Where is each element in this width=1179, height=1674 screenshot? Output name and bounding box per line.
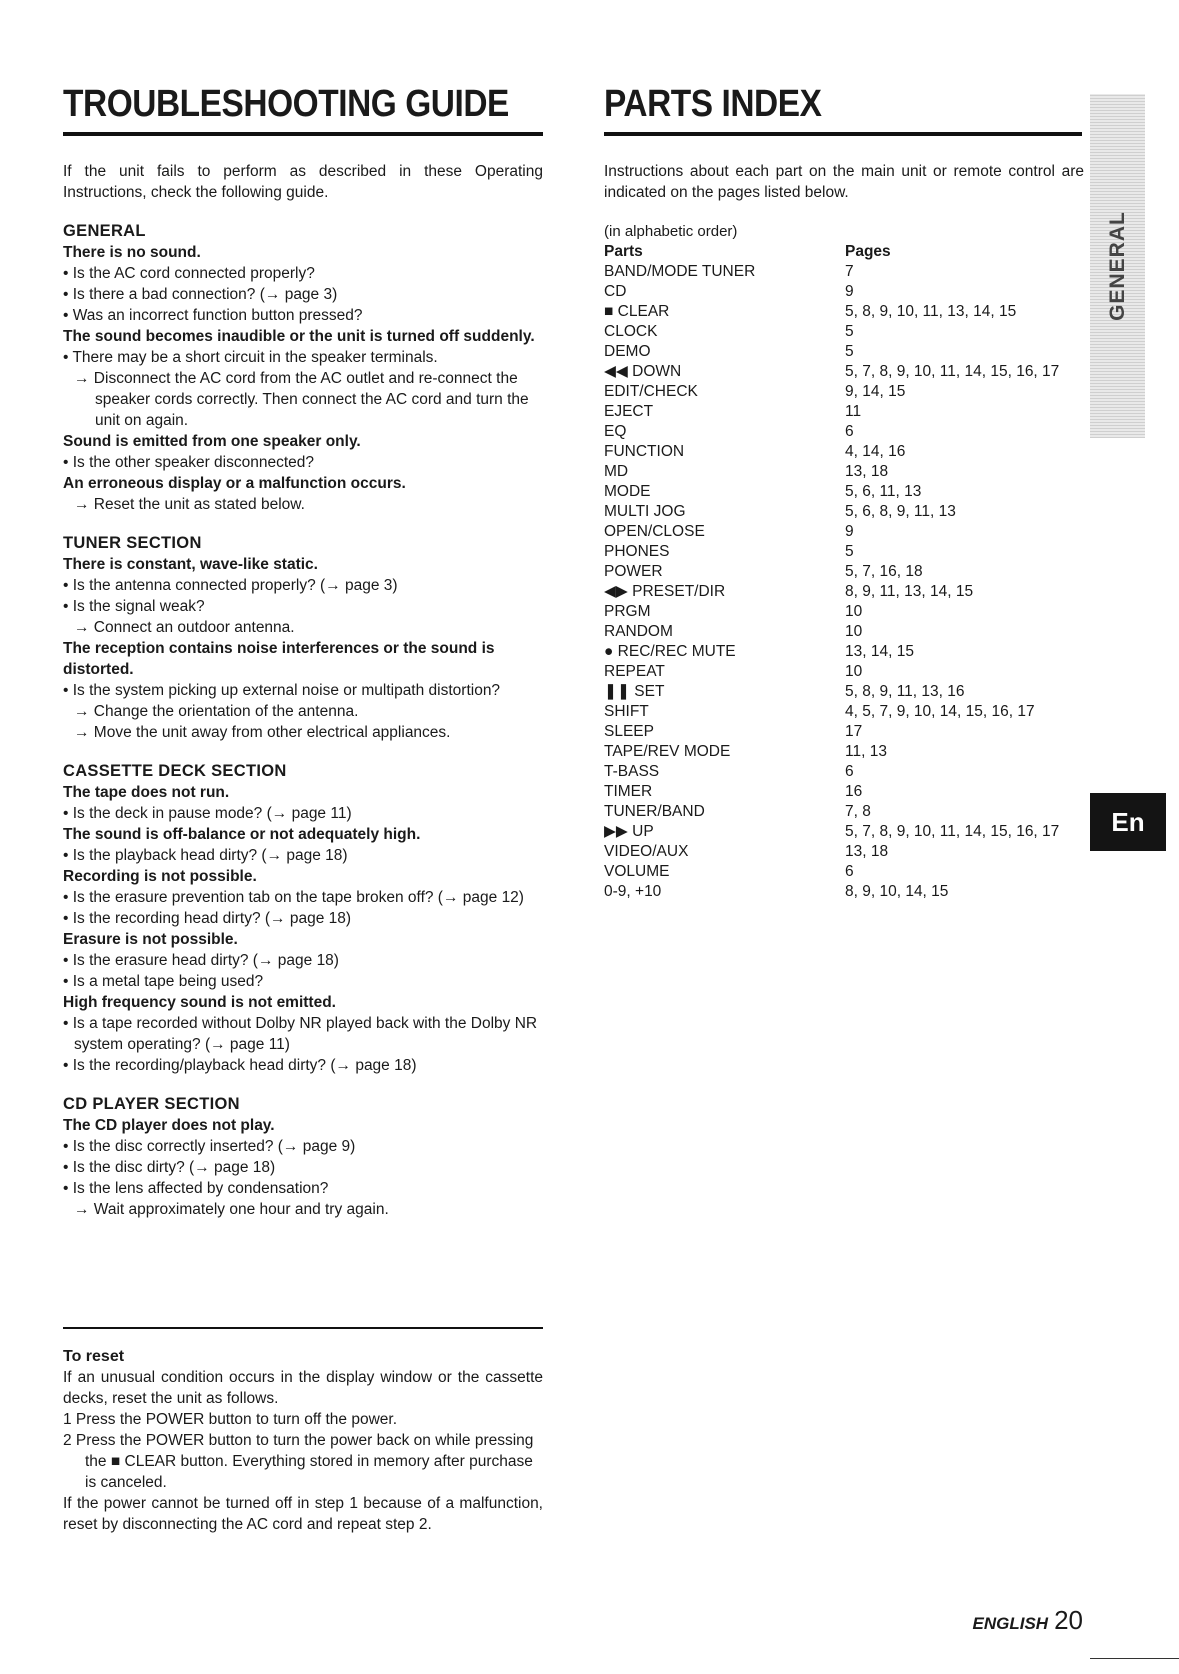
issue-symptom: Erasure is not possible. [63,931,238,948]
section-tab [1090,94,1145,438]
part-pages: 5 [845,543,854,560]
index-row [604,622,1084,642]
issue-check: • Is there a bad connection? (→ page 3) [63,286,338,303]
index-row [604,662,1084,682]
footer-rule [1090,1658,1179,1659]
index-row [604,802,1084,822]
part-pages: 16 [845,783,863,800]
language-tab: En [1090,793,1166,851]
issue-item [63,1115,543,1220]
part-pages: 4, 14, 16 [845,443,906,460]
index-row [604,742,1084,762]
issue-check: → Disconnect the AC cord from the AC outlet and re-connect the speaker cords correctly. Then connect the AC cord and turn the unit on again. [74,370,529,429]
issue-symptom: The sound is off-balance or not adequately high. [63,826,421,843]
index-row [604,282,1084,302]
index-row [604,782,1084,802]
part-pages: 10 [845,603,863,620]
part-pages: 5, 6, 8, 9, 11, 13 [845,503,956,520]
index-row [604,422,1084,442]
part-name: BAND/MODE TUNER [604,263,756,280]
part-name: MD [604,463,629,480]
index-row [604,302,1084,322]
part-name: T-BASS [604,763,660,780]
issue-check: → Connect an outdoor antenna. [74,619,295,636]
part-name: SHIFT [604,703,649,720]
section-heading: GENERAL [63,222,146,240]
issue-check: • Is the playback head dirty? (→ page 18) [63,847,348,864]
index-row [604,582,1084,602]
section-cd [63,1094,543,1220]
issue-check: • Was an incorrect function button pressed? [63,307,363,324]
issue-item [63,929,543,992]
issue-item [63,866,543,929]
parts-header: Parts [604,243,643,260]
part-name: CLOCK [604,323,658,340]
issue-item [63,782,543,824]
section-tuner [63,533,543,743]
issue-symptom: There is constant, wave-like static. [63,556,318,573]
index-row [604,502,1084,522]
part-name: SLEEP [604,723,654,740]
section-cassette [63,761,543,1076]
index-row [604,702,1084,722]
part-pages: 8, 9, 11, 13, 14, 15 [845,583,974,600]
index-row [604,522,1084,542]
part-pages: 9, 14, 15 [845,383,906,400]
issue-check: • Is the recording head dirty? (→ page 18) [63,910,352,927]
footer-language: ENGLISH [972,1614,1049,1633]
part-pages: 5, 6, 11, 13 [845,483,922,500]
part-name: MODE [604,483,651,500]
index-row [604,342,1084,362]
issue-symptom: Sound is emitted from one speaker only. [63,433,361,450]
page-footer [973,1605,1083,1636]
part-name: TAPE/REV MODE [604,743,731,760]
issue-symptom: The tape does not run. [63,784,230,801]
troubleshooting-column [63,82,543,1220]
part-pages: 11, 13 [845,743,887,760]
part-name: ❚❚ SET [604,683,665,700]
pages-header: Pages [845,243,891,260]
index-row [604,562,1084,582]
parts-index-title: PARTS INDEX [604,83,822,125]
part-name: ◀▶ PRESET/DIR [604,583,726,600]
index-row [604,682,1084,702]
part-pages: 7, 8 [845,803,871,820]
index-row [604,642,1084,662]
issue-check: • Is the system picking up external noise or multipath distortion? [63,682,501,699]
issue-check: • Is the antenna connected properly? (→ page 3) [63,577,398,594]
issue-check: • Is the signal weak? [63,598,205,615]
part-pages: 11 [845,403,862,420]
part-pages: 6 [845,423,854,440]
part-pages: 6 [845,763,854,780]
part-name: TIMER [604,783,653,800]
issue-check: • Is the other speaker disconnected? [63,454,314,471]
index-row [604,542,1084,562]
reset-title: To reset [63,1348,125,1365]
issue-check: • Is a tape recorded without Dolby NR played back with the Dolby NR system operating? (→ page 11) [63,1015,538,1053]
section-tab-label: GENERAL [1105,211,1129,321]
part-name: POWER [604,563,663,580]
troubleshooting-title: TROUBLESHOOTING GUIDE [63,83,509,125]
part-pages: 7 [845,263,854,280]
part-pages: 9 [845,283,854,300]
issue-check: • Is a metal tape being used? [63,973,264,990]
index-row [604,462,1084,482]
part-pages: 5 [845,323,854,340]
issue-check: • Is the deck in pause mode? (→ page 11) [63,805,352,822]
reset-note: If the power cannot be turned off in step 1 because of a malfunction, reset by disconnecting the AC cord and repeat step 2. [63,1495,543,1533]
part-pages: 5, 7, 8, 9, 10, 11, 14, 15, 16, 17 [845,823,1060,840]
index-row [604,402,1084,422]
part-name: DEMO [604,343,651,360]
part-name: ◀◀ DOWN [604,363,682,380]
title-rule [604,132,1082,136]
part-name: FUNCTION [604,443,685,460]
part-name: VIDEO/AUX [604,843,689,860]
part-name: OPEN/CLOSE [604,523,705,540]
part-pages: 8, 9, 10, 14, 15 [845,883,949,900]
part-name: VOLUME [604,863,670,880]
part-name: EDIT/CHECK [604,383,698,400]
part-pages: 5 [845,343,854,360]
issue-item [63,326,543,431]
issue-item [63,554,543,638]
issue-check: • Is the AC cord connected properly? [63,265,315,282]
title-rule [63,132,543,136]
issue-check: → Wait approximately one hour and try again. [74,1201,389,1218]
issue-check: • Is the disc dirty? (→ page 18) [63,1159,276,1176]
issue-symptom: Recording is not possible. [63,868,257,885]
section-heading: CASSETTE DECK SECTION [63,762,287,780]
part-name: RANDOM [604,623,673,640]
issue-check: → Change the orientation of the antenna. [74,703,359,720]
index-row [604,482,1084,502]
issue-item [63,824,543,866]
issue-item [63,431,543,473]
section-heading: TUNER SECTION [63,534,202,552]
reset-intro: If an unusual condition occurs in the display window or the cassette decks, reset the unit as follows. [63,1369,543,1407]
index-row [604,842,1084,862]
parts-index-column [604,82,1084,902]
issue-check: → Move the unit away from other electrical appliances. [74,724,451,741]
reset-step: 2 Press the POWER button to turn the power back on while pressing the ■ CLEAR button. Everything stored in memory after purchase is canceled. [63,1432,534,1491]
part-name: CD [604,283,627,300]
issue-item [63,992,543,1076]
part-pages: 10 [845,663,863,680]
part-pages: 10 [845,623,863,640]
reset-step: 1 Press the POWER button to turn off the power. [63,1411,397,1428]
part-name: ● REC/REC MUTE [604,643,736,660]
issue-check: • Is the erasure head dirty? (→ page 18) [63,952,339,969]
part-pages: 9 [845,523,854,540]
index-row [604,762,1084,782]
index-row [604,862,1084,882]
part-name: ▶▶ UP [604,823,654,840]
part-pages: 5, 8, 9, 10, 11, 13, 14, 15 [845,303,1017,320]
part-name: REPEAT [604,663,665,680]
part-name: TUNER/BAND [604,803,705,820]
section-heading: CD PLAYER SECTION [63,1095,240,1113]
issue-item [63,638,543,743]
issue-symptom: An erroneous display or a malfunction occurs. [63,475,406,492]
part-name: ■ CLEAR [604,303,670,320]
index-row [604,722,1084,742]
issue-check: • Is the lens affected by condensation? [63,1180,329,1197]
parts-index-intro: Instructions about each part on the main unit or remote control are indicated on the pages listed below. [604,163,1084,201]
issue-symptom: The CD player does not play. [63,1117,275,1134]
index-row [604,882,1084,902]
index-row [604,382,1084,402]
part-name: PRGM [604,603,651,620]
issue-check: • Is the disc correctly inserted? (→ page 9) [63,1138,356,1155]
part-pages: 17 [845,723,863,740]
index-table [604,262,1084,902]
index-row [604,262,1084,282]
part-pages: 4, 5, 7, 9, 10, 14, 15, 16, 17 [845,703,1035,720]
part-pages: 6 [845,863,854,880]
order-note: (in alphabetic order) [604,223,738,240]
page-number: 20 [1054,1605,1083,1635]
issue-item [63,242,543,326]
section-general [63,221,543,515]
part-pages: 13, 18 [845,843,889,860]
issue-symptom: The sound becomes inaudible or the unit is turned off suddenly. [63,328,535,345]
part-pages: 5, 8, 9, 11, 13, 16 [845,683,965,700]
part-name: 0-9, +10 [604,883,662,900]
index-row [604,322,1084,342]
index-row [604,822,1084,842]
part-name: EQ [604,423,627,440]
issue-check: → Reset the unit as stated below. [74,496,305,513]
issue-check: • Is the recording/playback head dirty? (→ page 18) [63,1057,417,1074]
part-pages: 13, 14, 15 [845,643,914,660]
index-row [604,362,1084,382]
part-pages: 5, 7, 8, 9, 10, 11, 14, 15, 16, 17 [845,363,1060,380]
part-pages: 13, 18 [845,463,889,480]
issue-item [63,473,543,515]
issue-symptom: The reception contains noise interferences or the sound is distorted. [63,640,495,678]
issue-symptom: There is no sound. [63,244,201,261]
troubleshooting-intro: If the unit fails to perform as described in these Operating Instructions, check the following guide. [63,163,543,201]
part-name: MULTI JOG [604,503,686,520]
index-row [604,602,1084,622]
issue-symptom: High frequency sound is not emitted. [63,994,336,1011]
reset-instructions [63,1346,543,1535]
issue-check: • There may be a short circuit in the speaker terminals. [63,349,438,366]
issue-check: • Is the erasure prevention tab on the tape broken off? (→ page 12) [63,889,524,906]
index-row [604,442,1084,462]
index-header [604,242,1084,262]
part-name: PHONES [604,543,670,560]
part-name: EJECT [604,403,654,420]
part-pages: 5, 7, 16, 18 [845,563,923,580]
reset-divider [63,1327,543,1329]
